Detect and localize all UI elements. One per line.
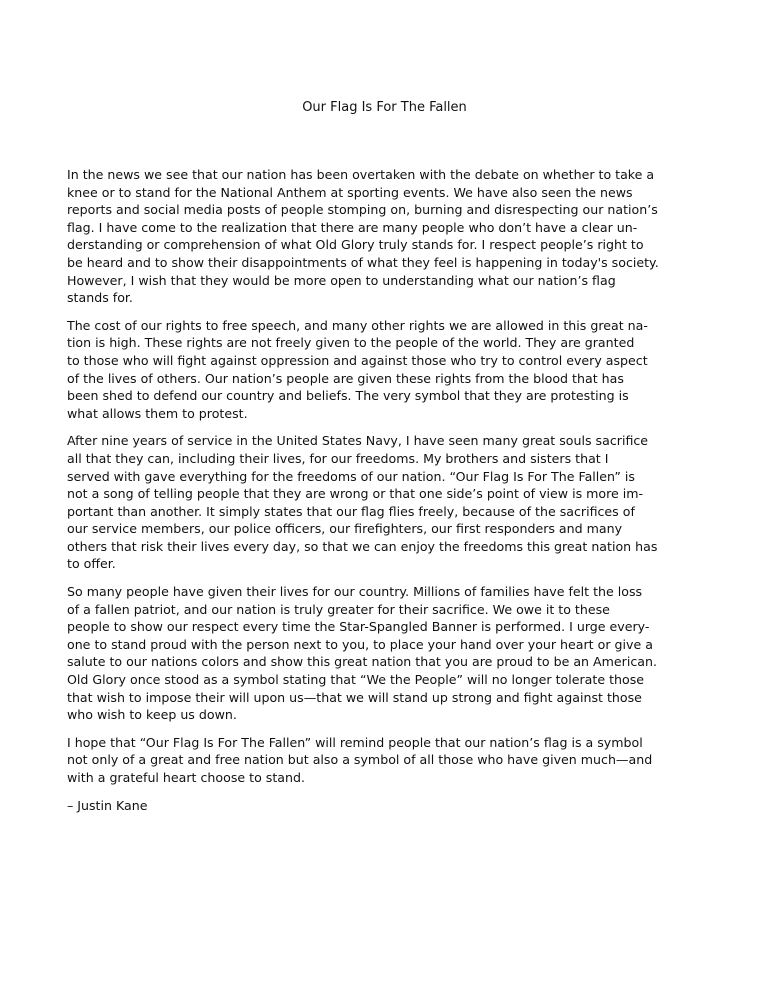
document-body: [67, 166, 707, 814]
text-line: Old Glory once stood as a symbol stating that “We the People” will no longer tolerate those: [67, 672, 645, 688]
text-line: all that they can, including their lives, for our freedoms. My brothers and sisters that I: [67, 450, 609, 466]
paragraph-4: [67, 583, 707, 724]
text-line: stands for.: [67, 290, 133, 306]
paragraph-1: [67, 166, 707, 307]
text-line: who wish to keep us down.: [67, 707, 237, 723]
text-line: not a song of telling people that they are wrong or that one side’s point of view is more im-: [67, 486, 644, 502]
text-line: I hope that “Our Flag Is For The Fallen” will remind people that our nation’s flag is a symbol: [67, 734, 643, 750]
text-line: portant than another. It simply states that our flag flies freely, because of the sacrifices of: [67, 503, 635, 519]
text-line: salute to our nations colors and show this great nation that you are proud to be an American.: [67, 654, 657, 670]
text-line: After nine years of service in the United States Navy, I have seen many great souls sacrifice: [67, 433, 649, 449]
text-line: flag. I have come to the realization that there are many people who don’t have a clear un-: [67, 219, 638, 235]
text-line: be heard and to show their disappointments of what they feel is happening in today's society.: [67, 254, 659, 270]
paragraph-3: [67, 432, 707, 573]
text-line: of a fallen patriot, and our nation is truly greater for their sacrifice. We owe it to these: [67, 601, 610, 617]
text-line: In the news we see that our nation has been overtaken with the debate on whether to take a: [67, 167, 655, 182]
text-line: knee or to stand for the National Anthem at sporting events. We have also seen the news: [67, 184, 633, 200]
document-title: Our Flag Is For The Fallen: [302, 100, 467, 115]
text-line: However, I wish that they would be more open to understanding what our nation’s flag: [67, 272, 616, 288]
paragraph-2: [67, 317, 707, 423]
text-line: to those who will fight against oppression and against those who try to control every aspect: [67, 352, 648, 368]
text-line: one to stand proud with the person next to you, to place your hand over your heart or give a: [67, 636, 653, 652]
author-signature: – Justin Kane: [67, 797, 148, 813]
text-line: that wish to impose their will upon us—that we will stand up strong and fight against those: [67, 689, 642, 705]
text-line: of the lives of others. Our nation’s people are given these rights from the blood that has: [67, 370, 624, 386]
text-line: served with gave everything for the freedoms of our nation. “Our Flag Is For The Fallen” is: [67, 468, 635, 484]
text-line: tion is high. These rights are not freely given to the people of the world. They are granted: [67, 335, 635, 351]
text-line: our service members, our police officers, our firefighters, our first responders and many: [67, 521, 623, 537]
text-line: people to show our respect every time the Star-Spangled Banner is performed. I urge every-: [67, 619, 650, 635]
text-line: So many people have given their lives for our country. Millions of families have felt the loss: [67, 584, 643, 600]
text-line: The cost of our rights to free speech, and many other rights we are allowed in this great na-: [67, 317, 648, 333]
text-line: been shed to defend our country and beliefs. The very symbol that they are protesting is: [67, 388, 629, 404]
text-line: derstanding or comprehension of what Old Glory truly stands for. I respect people’s right to: [67, 237, 644, 253]
text-line: what allows them to protest.: [67, 405, 248, 421]
paragraph-5: [67, 734, 707, 787]
text-line: with a grateful heart choose to stand.: [67, 770, 305, 785]
text-line: to offer.: [67, 556, 116, 572]
text-line: others that risk their lives every day, so that we can enjoy the freedoms this great nation has: [67, 538, 658, 554]
text-line: not only of a great and free nation but also a symbol of all those who have given much—and: [67, 752, 653, 768]
text-line: reports and social media posts of people stomping on, burning and disrespecting our nation’s: [67, 202, 658, 218]
